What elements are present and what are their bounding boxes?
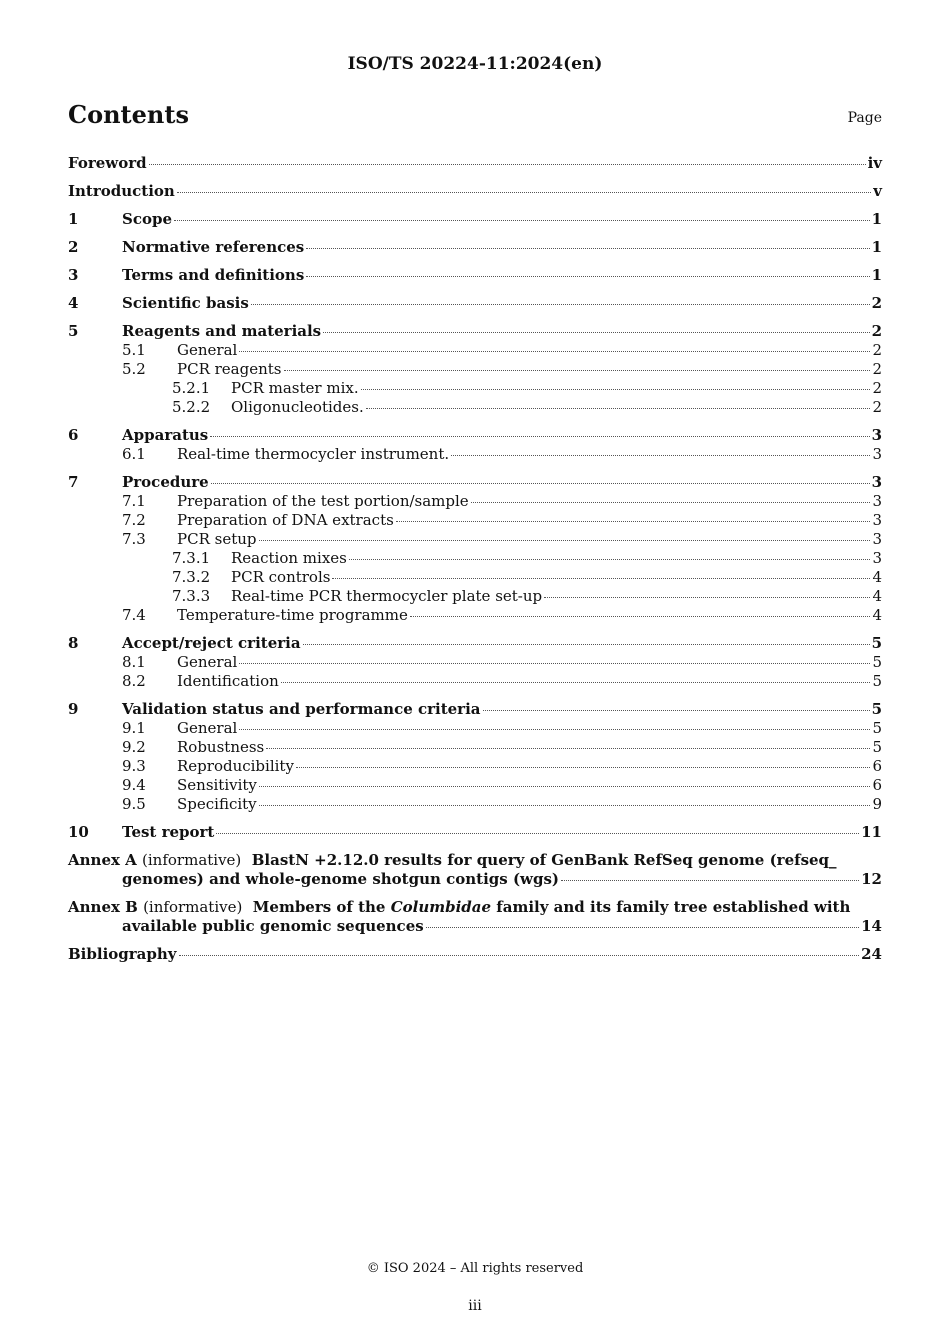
toc-entry-text: General bbox=[177, 719, 238, 737]
toc-entry-text: PCR reagents bbox=[177, 360, 282, 378]
toc-entry-number: 9.5 bbox=[122, 795, 146, 813]
annex-a-informative: (informative) bbox=[142, 851, 242, 869]
toc-annex-a[interactable] bbox=[68, 851, 882, 889]
toc-entry-number: 1 bbox=[68, 210, 79, 228]
copyright-notice: © ISO 2024 – All rights reserved bbox=[366, 1261, 584, 1276]
toc-entry-text: Validation status and performance criteria bbox=[122, 700, 481, 718]
toc-entry[interactable] bbox=[68, 823, 882, 842]
annex-b-label: Annex B bbox=[68, 898, 138, 916]
toc-entry[interactable] bbox=[68, 322, 882, 341]
toc-entry-number: 6 bbox=[68, 426, 79, 444]
toc-entry[interactable] bbox=[68, 634, 882, 653]
toc-entry[interactable] bbox=[68, 757, 882, 776]
toc-entry[interactable] bbox=[68, 606, 882, 625]
document-header: ISO/TS 20224-11:2024(en) bbox=[347, 54, 603, 74]
toc-entry-page: 6 bbox=[872, 757, 882, 775]
toc-entry-page: 3 bbox=[871, 473, 882, 491]
toc-leader-dots bbox=[259, 540, 871, 541]
toc-entry-text: Introduction bbox=[68, 182, 175, 200]
toc-entry[interactable] bbox=[68, 398, 882, 417]
toc-entry-number: 9.3 bbox=[122, 757, 146, 775]
page-column-label: Page bbox=[847, 110, 882, 126]
toc-entry-page: 5 bbox=[872, 653, 882, 671]
toc-entry[interactable] bbox=[68, 568, 882, 587]
toc-entry-page: 5 bbox=[871, 634, 882, 652]
toc-entry-text: Robustness bbox=[177, 738, 265, 756]
table-of-contents bbox=[68, 154, 882, 964]
toc-entry[interactable] bbox=[68, 426, 882, 445]
toc-entry-page: 1 bbox=[871, 238, 882, 256]
toc-leader-dots bbox=[366, 408, 871, 409]
toc-entry-text: Scientific basis bbox=[122, 294, 249, 312]
toc-entry-page: 4 bbox=[872, 606, 882, 624]
toc-entry-page: 5 bbox=[872, 738, 882, 756]
toc-entry-number: 9 bbox=[68, 700, 79, 718]
toc-leader-dots bbox=[266, 748, 870, 749]
toc-entry-text: Accept/reject criteria bbox=[122, 634, 301, 652]
toc-entry-text: Normative references bbox=[122, 238, 305, 256]
toc-entry-number: 10 bbox=[68, 823, 89, 841]
toc-entry[interactable] bbox=[68, 341, 882, 360]
toc-entry-text: Real-time PCR thermocycler plate set-up bbox=[231, 587, 543, 605]
toc-leader-dots bbox=[323, 332, 869, 333]
toc-leader-dots bbox=[561, 880, 859, 881]
toc-entry[interactable] bbox=[68, 511, 882, 530]
toc-entry[interactable] bbox=[68, 445, 882, 464]
annex-b-title-pre: Members of the bbox=[252, 898, 391, 916]
toc-entry-page: 2 bbox=[872, 398, 882, 416]
toc-entry-page: 4 bbox=[872, 568, 882, 586]
toc-entry-text: Procedure bbox=[122, 473, 209, 491]
toc-leader-dots bbox=[306, 276, 869, 277]
toc-entry-number: 8.2 bbox=[122, 672, 146, 690]
toc-entry-page: 3 bbox=[872, 492, 882, 510]
toc-entry-number: 7.3.3 bbox=[172, 587, 211, 605]
toc-entry-text: Temperature-time programme bbox=[177, 606, 408, 624]
toc-entry-text: Identification bbox=[177, 672, 279, 690]
toc-leader-dots bbox=[410, 616, 871, 617]
toc-leader-dots bbox=[259, 786, 871, 787]
toc-leader-dots bbox=[281, 682, 871, 683]
toc-entry[interactable] bbox=[68, 154, 882, 173]
toc-entry[interactable] bbox=[68, 294, 882, 313]
toc-leader-dots bbox=[259, 805, 871, 806]
toc-entry-page: 1 bbox=[871, 210, 882, 228]
toc-entry-number: 9.1 bbox=[122, 719, 146, 737]
toc-entry-text: General bbox=[177, 653, 238, 671]
toc-entry-number: 5.2 bbox=[122, 360, 146, 378]
toc-entry-page: 4 bbox=[872, 587, 882, 605]
toc-leader-dots bbox=[544, 597, 870, 598]
toc-leader-dots bbox=[239, 351, 870, 352]
toc-leader-dots bbox=[239, 663, 870, 664]
toc-leader-dots bbox=[239, 729, 870, 730]
toc-entry-page: 2 bbox=[871, 294, 882, 312]
toc-entry-text: General bbox=[177, 341, 238, 359]
toc-entry-page: 9 bbox=[872, 795, 882, 813]
toc-entry-number: 7.3.1 bbox=[172, 549, 211, 567]
annex-a-label: Annex A bbox=[68, 851, 137, 869]
toc-leader-dots bbox=[303, 644, 870, 645]
toc-entry-text: PCR master mix. bbox=[231, 379, 359, 397]
toc-entry[interactable] bbox=[68, 473, 882, 492]
toc-entry-number: 8.1 bbox=[122, 653, 146, 671]
toc-entry[interactable] bbox=[68, 719, 882, 738]
toc-entry-page: 2 bbox=[872, 379, 882, 397]
toc-entry-page: 1 bbox=[871, 266, 882, 284]
toc-leader-dots bbox=[174, 220, 870, 221]
toc-entry[interactable] bbox=[68, 492, 882, 511]
toc-entry-page: 2 bbox=[871, 322, 882, 340]
toc-leader-dots bbox=[349, 559, 871, 560]
toc-leader-dots bbox=[306, 248, 869, 249]
toc-entry-text: Reaction mixes bbox=[231, 549, 347, 567]
toc-entry-text: Bibliography bbox=[68, 945, 177, 963]
toc-entry[interactable] bbox=[68, 549, 882, 568]
toc-entry[interactable] bbox=[68, 672, 882, 691]
toc-entry-page: 3 bbox=[872, 511, 882, 529]
toc-entry[interactable] bbox=[68, 266, 882, 285]
toc-leader-dots bbox=[483, 710, 870, 711]
toc-entry-text: Sensitivity bbox=[177, 776, 257, 794]
toc-leader-dots bbox=[216, 833, 859, 834]
toc-entry-page: 5 bbox=[871, 700, 882, 718]
toc-entry-number: 5.2.2 bbox=[172, 398, 211, 416]
toc-entry-page: 2 bbox=[872, 341, 882, 359]
toc-entry[interactable] bbox=[68, 379, 882, 398]
annex-b-informative: (informative) bbox=[143, 898, 243, 916]
toc-entry-number: 7.4 bbox=[122, 606, 146, 624]
annex-a-page: 12 bbox=[861, 870, 882, 888]
toc-entry[interactable] bbox=[68, 653, 882, 672]
toc-entry-page: 5 bbox=[872, 719, 882, 737]
toc-entry-number: 7.2 bbox=[122, 511, 146, 529]
toc-entry[interactable] bbox=[68, 700, 882, 719]
annex-a-title-line1: BlastN +2.12.0 results for query of GenBank RefSeq genome (refseq_ bbox=[251, 851, 837, 869]
annex-a-title-line2: genomes) and whole-genome shotgun contigs (wgs) bbox=[122, 870, 559, 888]
toc-entry-number: 9.2 bbox=[122, 738, 146, 756]
annex-b-title-italic: Columbidae bbox=[390, 898, 492, 916]
toc-entry-number: 2 bbox=[68, 238, 79, 256]
toc-entry-text: Reagents and materials bbox=[122, 322, 322, 340]
toc-leader-dots bbox=[332, 578, 870, 579]
toc-entry-page: 5 bbox=[872, 672, 882, 690]
toc-leader-dots bbox=[179, 955, 860, 956]
toc-entry-page: 3 bbox=[871, 426, 882, 444]
annex-b-title-line2: available public genomic sequences bbox=[122, 917, 424, 935]
toc-entry-text: Apparatus bbox=[122, 426, 209, 444]
toc-entry-number: 9.4 bbox=[122, 776, 146, 794]
toc-leader-dots bbox=[451, 455, 870, 456]
toc-entry-text: Preparation of the test portion/sample bbox=[177, 492, 469, 510]
toc-entry-number: 3 bbox=[68, 266, 79, 284]
toc-entry[interactable] bbox=[68, 530, 882, 549]
toc-entry-text: Reproducibility bbox=[177, 757, 294, 775]
toc-leader-dots bbox=[251, 304, 870, 305]
toc-entry-page: 11 bbox=[861, 823, 882, 841]
toc-entry-page: 2 bbox=[872, 360, 882, 378]
toc-entry-number: 5.2.1 bbox=[172, 379, 211, 397]
toc-annex-b[interactable] bbox=[68, 898, 882, 936]
toc-entry-number: 5.1 bbox=[122, 341, 146, 359]
annex-b-page: 14 bbox=[861, 917, 882, 935]
page-title: Contents bbox=[68, 100, 189, 129]
toc-entry-number: 5 bbox=[68, 322, 79, 340]
toc-entry-number: 6.1 bbox=[122, 445, 146, 463]
annex-b-title-post: family and its family tree established with bbox=[491, 898, 851, 916]
toc-entry-text: Oligonucleotides. bbox=[231, 398, 364, 416]
toc-entry-page: 6 bbox=[872, 776, 882, 794]
toc-leader-dots bbox=[177, 192, 871, 193]
toc-entry-number: 7.1 bbox=[122, 492, 146, 510]
toc-entry-text: Foreword bbox=[68, 154, 147, 172]
toc-entry-text: PCR controls bbox=[231, 568, 331, 586]
toc-entry-page: v bbox=[873, 182, 882, 200]
toc-entry-page: 3 bbox=[872, 530, 882, 548]
toc-entry-text: Test report bbox=[122, 823, 215, 841]
toc-leader-dots bbox=[284, 370, 871, 371]
toc-leader-dots bbox=[211, 483, 870, 484]
toc-entry[interactable] bbox=[68, 238, 882, 257]
toc-entry-number: 4 bbox=[68, 294, 79, 312]
toc-leader-dots bbox=[361, 389, 871, 390]
toc-entry-page: 3 bbox=[872, 549, 882, 567]
toc-entry-number: 7.3.2 bbox=[172, 568, 211, 586]
toc-entry-text: Specificity bbox=[177, 795, 257, 813]
toc-leader-dots bbox=[471, 502, 871, 503]
toc-entry[interactable] bbox=[68, 738, 882, 757]
toc-entry[interactable] bbox=[68, 795, 882, 814]
toc-entry-bibliography[interactable] bbox=[68, 945, 882, 964]
toc-entry[interactable] bbox=[68, 182, 882, 201]
toc-leader-dots bbox=[296, 767, 871, 768]
toc-entry-number: 7.3 bbox=[122, 530, 146, 548]
toc-entry-page: 3 bbox=[872, 445, 882, 463]
toc-entry-number: 8 bbox=[68, 634, 79, 652]
toc-entry-text: Preparation of DNA extracts bbox=[177, 511, 394, 529]
toc-entry[interactable] bbox=[68, 776, 882, 795]
toc-entry[interactable] bbox=[68, 360, 882, 379]
toc-leader-dots bbox=[396, 521, 871, 522]
toc-entry-text: Real-time thermocycler instrument. bbox=[177, 445, 450, 463]
toc-entry[interactable] bbox=[68, 210, 882, 229]
toc-leader-dots bbox=[149, 164, 866, 165]
toc-entry-text: Scope bbox=[122, 210, 173, 228]
toc-entries bbox=[68, 154, 882, 842]
toc-leader-dots bbox=[210, 436, 869, 437]
toc-entry-page: iv bbox=[867, 154, 882, 172]
toc-entry[interactable] bbox=[68, 587, 882, 606]
toc-entry-text: Terms and definitions bbox=[122, 266, 305, 284]
toc-entry-number: 7 bbox=[68, 473, 79, 491]
page-number: iii bbox=[468, 1298, 482, 1314]
toc-entry-page: 24 bbox=[861, 945, 882, 963]
toc-entry-text: PCR setup bbox=[177, 530, 257, 548]
toc-leader-dots bbox=[426, 927, 859, 928]
